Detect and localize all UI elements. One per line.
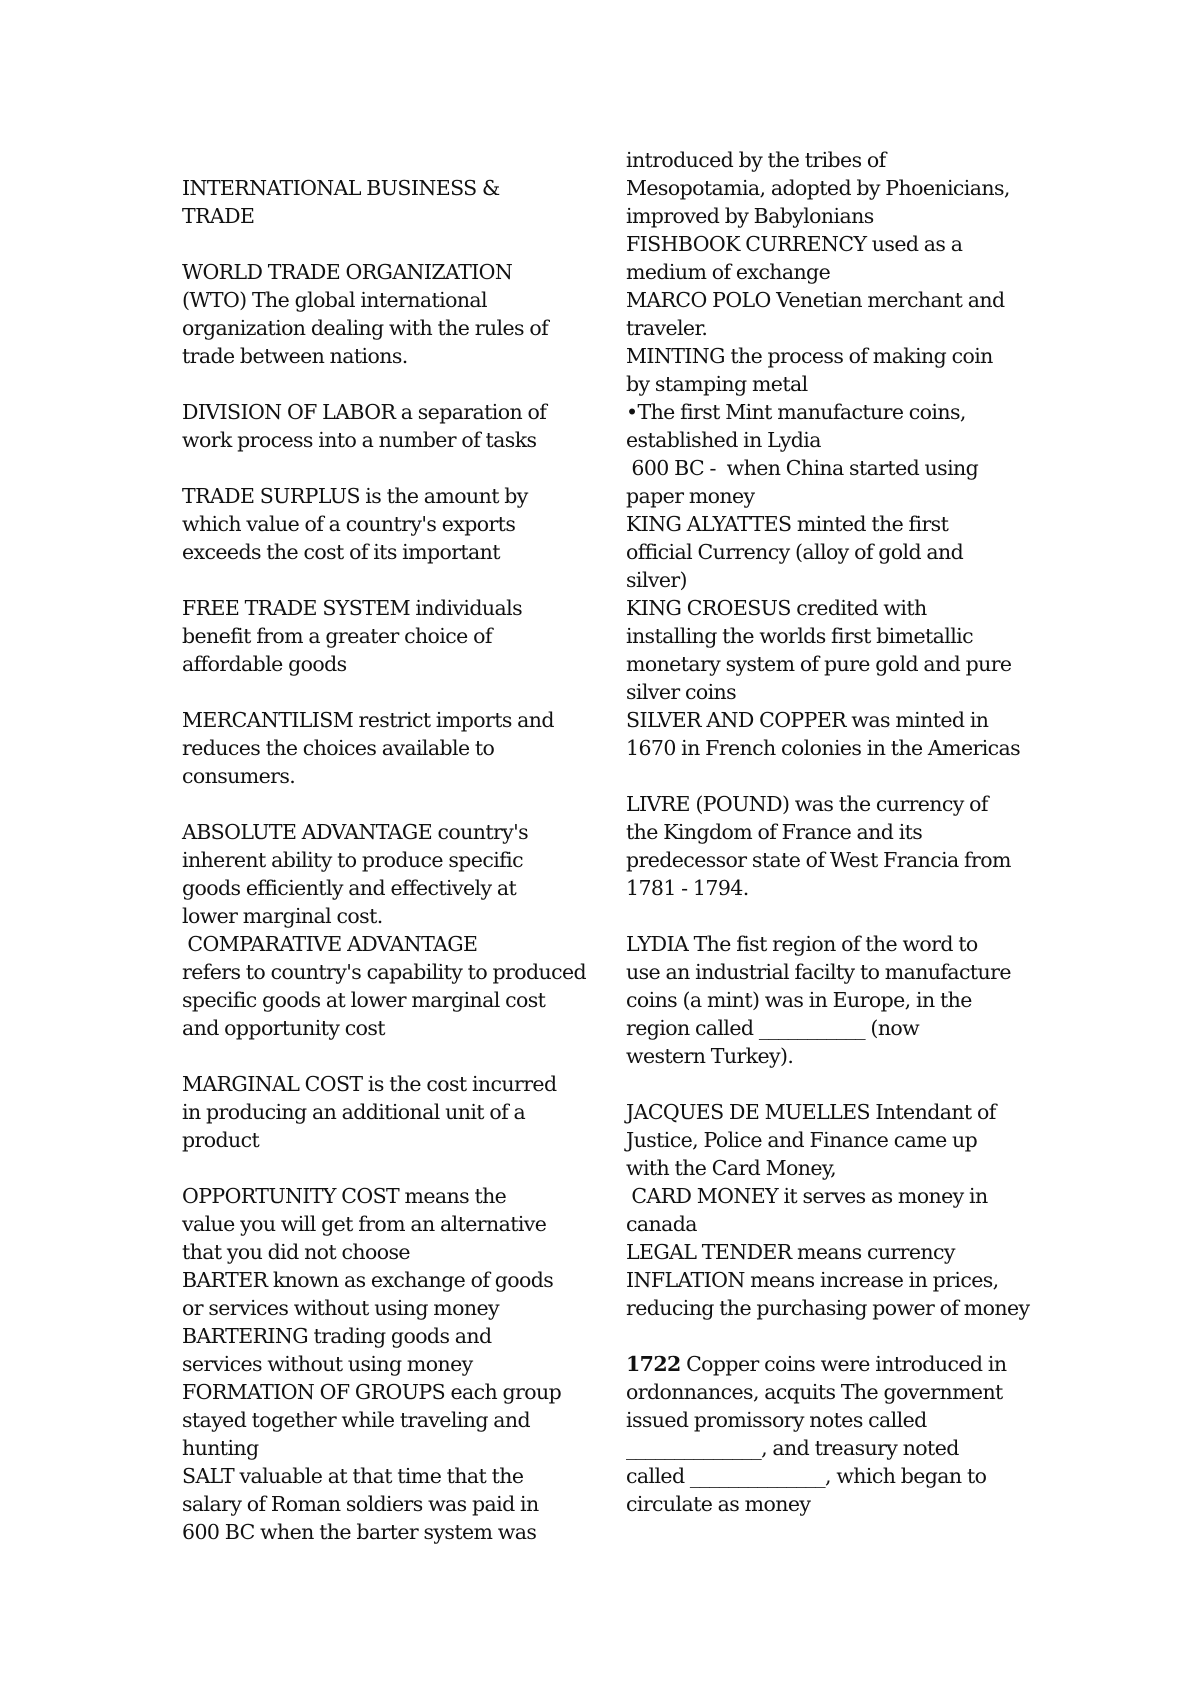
left-text-line: TRADE (182, 204, 255, 228)
right-text-column (626, 146, 1038, 1518)
left-text-line: TRADE SURPLUS is the amount by (182, 484, 528, 508)
left-blank-line (182, 790, 590, 818)
left-text-line: MARGINAL COST is the cost incurred (182, 1072, 557, 1096)
left-text-line: or services without using money (182, 1296, 499, 1320)
right-blank-line (626, 762, 1038, 790)
left-blank-line (182, 454, 590, 482)
right-text-line: paper money (626, 484, 755, 508)
right-text-line: ______________, and treasury noted (626, 1436, 959, 1460)
left-text-line: which value of a country's exports (182, 512, 516, 536)
right-text-line: installing the worlds first bimetallic (626, 624, 974, 648)
right-text-line: LEGAL TENDER means currency (626, 1240, 955, 1264)
left-text-line: 600 BC when the barter system was (182, 1520, 537, 1544)
left-text-line: salary of Roman soldiers was paid in (182, 1492, 539, 1516)
left-blank-line (182, 1154, 590, 1182)
right-text-line: region called ___________ (now (626, 1016, 920, 1040)
left-text-line: specific goods at lower marginal cost (182, 988, 546, 1012)
right-text-line: the Kingdom of France and its (626, 820, 923, 844)
right-text-line: issued promissory notes called (626, 1408, 927, 1432)
right-text-line: improved by Babylonians (626, 204, 874, 228)
left-text-line: FREE TRADE SYSTEM individuals (182, 596, 523, 620)
left-text-line: (WTO) The global international (182, 288, 487, 312)
left-text-line: MERCANTILISM restrict imports and (182, 708, 554, 732)
right-text-line: silver coins (626, 680, 737, 704)
right-text-line: with the Card Money, (626, 1156, 837, 1180)
left-text-line: OPPORTUNITY COST means the (182, 1184, 507, 1208)
left-text-line: trade between nations. (182, 344, 408, 368)
right-text-line: by stamping metal (626, 372, 808, 396)
left-text-line: INTERNATIONAL BUSINESS & (182, 176, 500, 200)
left-text-line: work process into a number of tasks (182, 428, 537, 452)
left-text-line: COMPARATIVE ADVANTAGE (182, 932, 478, 956)
left-text-line: WORLD TRADE ORGANIZATION (182, 260, 513, 284)
left-text-line: product (182, 1128, 260, 1152)
right-text-line: reducing the purchasing power of money (626, 1296, 1030, 1320)
left-text-line: inherent ability to produce specific (182, 848, 523, 872)
right-text-line: Justice, Police and Finance came up (626, 1128, 978, 1152)
left-text-line: ABSOLUTE ADVANTAGE country's (182, 820, 529, 844)
left-text-line: value you will get from an alternative (182, 1212, 547, 1236)
right-text-line: circulate as money (626, 1492, 811, 1516)
left-text-line: stayed together while traveling and (182, 1408, 531, 1432)
left-text-line: consumers. (182, 764, 296, 788)
right-text-line: Mesopotamia, adopted by Phoenicians, (626, 176, 1010, 200)
right-text-line: monetary system of pure gold and pure (626, 652, 1012, 676)
right-blank-line (626, 902, 1038, 930)
left-text-line: goods efficiently and effectively at (182, 876, 517, 900)
left-blank-line (182, 566, 590, 594)
left-blank-line (182, 370, 590, 398)
left-text-line: SALT valuable at that time that the (182, 1464, 524, 1488)
right-text-line: introduced by the tribes of (626, 148, 886, 172)
left-blank-line (182, 1042, 590, 1070)
right-text-line: ordonnances, acquits The government (626, 1380, 1003, 1404)
left-blank-line (182, 678, 590, 706)
right-text-line: traveler. (626, 316, 708, 340)
right-text-line: •The first Mint manufacture coins, (626, 400, 966, 424)
left-text-line: hunting (182, 1436, 259, 1460)
right-text-fragment: Copper coins were introduced in (680, 1352, 1007, 1376)
left-text-line: exceeds the cost of its important (182, 540, 500, 564)
right-text-line: silver) (626, 568, 687, 592)
right-text-line: KING CROESUS credited with (626, 596, 927, 620)
right-blank-line (626, 1070, 1038, 1098)
left-text-line: benefit from a greater choice of (182, 624, 492, 648)
left-text-line: reduces the choices available to (182, 736, 495, 760)
right-text-line: FISHBOOK CURRENCY used as a (626, 232, 963, 256)
right-text-line: CARD MONEY it serves as money in (626, 1184, 988, 1208)
left-text-line: and opportunity cost (182, 1016, 385, 1040)
right-text-line: LIVRE (POUND) was the currency of (626, 792, 988, 816)
left-blank-line (182, 230, 590, 258)
right-text-line (626, 1350, 1038, 1378)
left-text-line: BARTER known as exchange of goods (182, 1268, 554, 1292)
left-text-line: FORMATION OF GROUPS each group (182, 1380, 562, 1404)
left-text-line: that you did not choose (182, 1240, 410, 1264)
right-text-line: coins (a mint) was in Europe, in the (626, 988, 972, 1012)
right-text-line: SILVER AND COPPER was minted in (626, 708, 989, 732)
right-text-line: predecessor state of West Francia from (626, 848, 1011, 872)
left-text-column (182, 174, 590, 1546)
right-text-line: 1781 - 1794. (626, 876, 749, 900)
left-text-line: affordable goods (182, 652, 347, 676)
right-text-line: LYDIA The fist region of the word to (626, 932, 978, 956)
right-text-line: 600 BC - when China started using (626, 456, 979, 480)
left-text-line: services without using money (182, 1352, 473, 1376)
left-text-line: DIVISION OF LABOR a separation of (182, 400, 547, 424)
left-text-line: refers to country's capability to produced (182, 960, 587, 984)
right-text-line: called ______________, which began to (626, 1464, 987, 1488)
right-text-line: medium of exchange (626, 260, 831, 284)
right-text-line: established in Lydia (626, 428, 821, 452)
right-text-line: INFLATION means increase in prices, (626, 1268, 999, 1292)
right-text-line: canada (626, 1212, 697, 1236)
right-text-line: western Turkey). (626, 1044, 794, 1068)
right-text-line: official Currency (alloy of gold and (626, 540, 964, 564)
right-text-line: MARCO POLO Venetian merchant and (626, 288, 1005, 312)
left-text-line: organization dealing with the rules of (182, 316, 549, 340)
left-text-line: BARTERING trading goods and (182, 1324, 492, 1348)
year-label: 1722 (626, 1352, 681, 1376)
left-text-line: in producing an additional unit of a (182, 1100, 526, 1124)
right-text-line: JACQUES DE MUELLES Intendant of (626, 1100, 996, 1124)
right-text-line: 1670 in French colonies in the Americas (626, 736, 1021, 760)
right-text-line: KING ALYATTES minted the first (626, 512, 949, 536)
right-text-line: MINTING the process of making coin (626, 344, 993, 368)
right-text-line: use an industrial facilty to manufacture (626, 960, 1011, 984)
right-blank-line (626, 1322, 1038, 1350)
left-text-line: lower marginal cost. (182, 904, 383, 928)
